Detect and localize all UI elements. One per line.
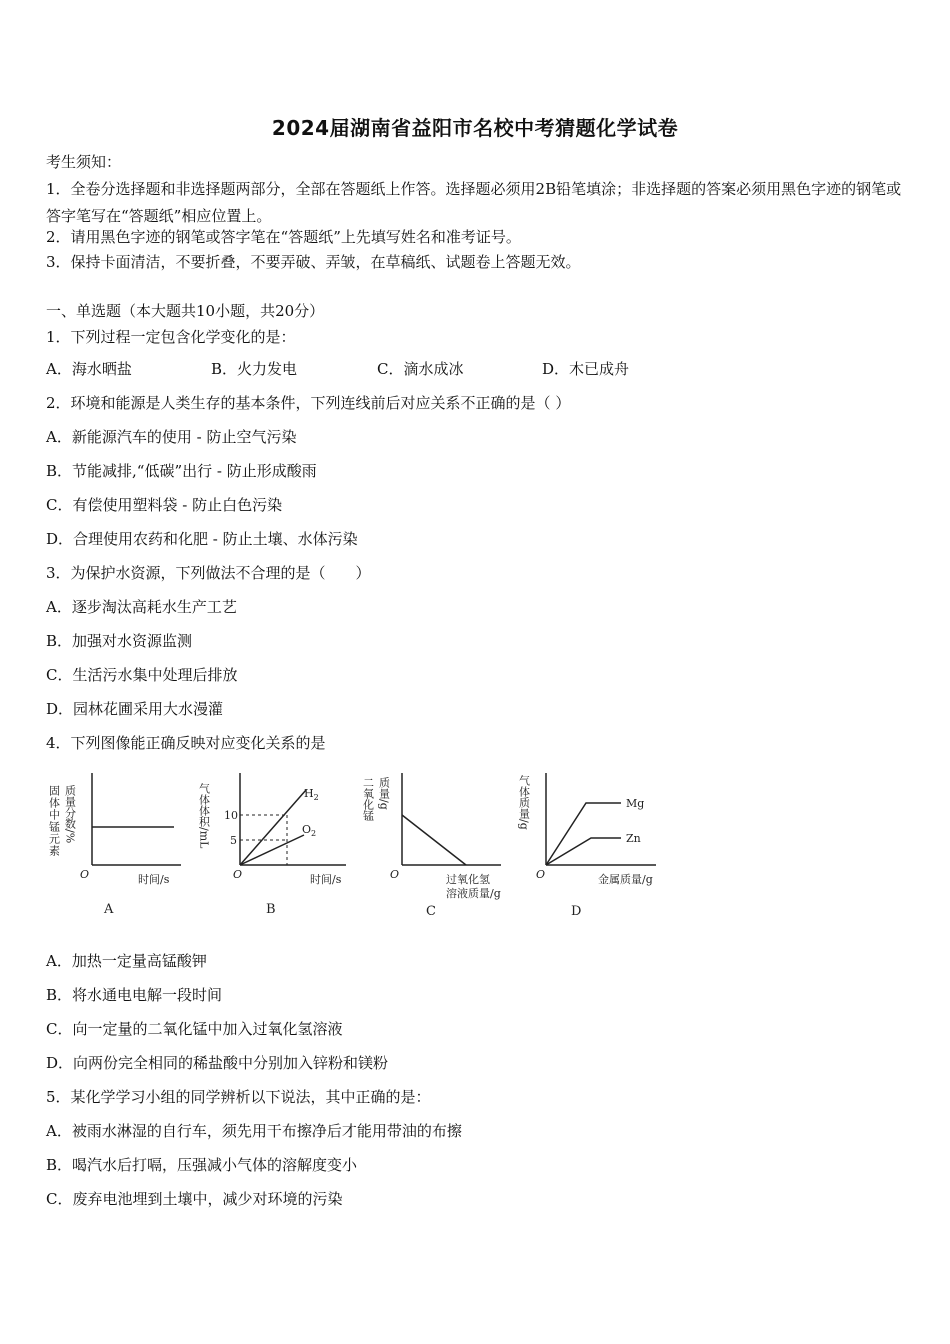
q2-stem: 2．环境和能源是人类生存的基本条件，下列连线前后对应关系不正确的是（ ） [46, 394, 571, 412]
graph-b [198, 773, 347, 917]
graph-a-ylabel-1: 固体中锰元素 [47, 785, 61, 857]
graph-d-caption: D [571, 904, 582, 919]
graph-a-caption: A [104, 902, 114, 917]
q4-option-c[interactable]: C．向一定量的二氧化锰中加入过氧化氢溶液 [46, 1020, 343, 1038]
graph-c-xlabel-2: 溶液质量/g [446, 887, 501, 900]
graph-d-ylabel: 气体质量/g [517, 775, 531, 830]
q5-option-b[interactable]: B．喝汽水后打嗝，压强减小气体的溶解度变小 [46, 1156, 358, 1174]
q3-option-a[interactable]: A．逐步淘汰高耗水生产工艺 [46, 598, 237, 616]
q3-option-b[interactable]: B．加强对水资源监测 [46, 632, 193, 650]
q3-option-d[interactable]: D．园林花圃采用大水漫灌 [46, 700, 224, 718]
graph-a [48, 773, 182, 917]
graph-d-mg-label: Mg [626, 797, 645, 810]
graph-a-ylabel-2: 质量分数/% [63, 785, 77, 844]
graph-d [518, 773, 657, 919]
graph-d-zn-line [546, 838, 621, 865]
graph-b-ylabel: 气体体积/mL [197, 783, 211, 849]
q2-option-c[interactable]: C．有偿使用塑料袋 - 防止白色污染 [46, 496, 283, 514]
q4-option-d[interactable]: D．向两份完全相同的稀盐酸中分别加入锌粉和镁粉 [46, 1054, 389, 1072]
graph-c-ylabel-2: 质量/g [377, 777, 391, 810]
q1-option-a[interactable]: A．海水晒盐 [46, 360, 132, 378]
q3-option-c[interactable]: C．生活污水集中处理后排放 [46, 666, 238, 684]
q1-options [46, 359, 906, 379]
graph-d-zn-label: Zn [626, 832, 641, 845]
notice-item-3: 3．保持卡面清洁，不要折叠，不要弄破、弄皱，在草稿纸、试题卷上答题无效。 [46, 253, 581, 271]
graph-c-ylabel-1: 二氧化锰 [361, 777, 375, 821]
graph-a-origin: O [80, 868, 90, 881]
notice-heading: 考生须知： [46, 153, 122, 171]
q2-option-b[interactable]: B．节能减排,“低碳”出行 - 防止形成酸雨 [46, 462, 317, 480]
graph-b-tick-10: 10 [224, 809, 238, 822]
graph-c-line [402, 815, 466, 865]
q2-option-a[interactable]: A．新能源汽车的使用 - 防止空气污染 [46, 428, 297, 446]
q5-option-c[interactable]: C．废弃电池埋到土壤中，减少对环境的污染 [46, 1190, 343, 1208]
graph-b-tick-5: 5 [230, 834, 237, 847]
q3-stem: 3．为保护水资源，下列做法不合理的是（ ） [46, 564, 371, 582]
q1-option-b[interactable]: B．火力发电 [211, 360, 298, 378]
q5-stem: 5．某化学学习小组的同学辨析以下说法，其中正确的是： [46, 1088, 431, 1106]
graph-b-origin: O [233, 868, 243, 881]
q5-option-a[interactable]: A．被雨水淋湿的自行车，须先用干布擦净后才能用带油的布擦 [46, 1122, 462, 1140]
q2-option-d[interactable]: D．合理使用农药和化肥 - 防止土壤、水体污染 [46, 530, 358, 548]
graph-b-o2-label: $O_2$ [302, 823, 317, 838]
graph-d-origin: O [536, 868, 546, 881]
section-heading: 一、单选题（本大题共10小题，共20分） [46, 302, 325, 320]
notice-item-1: 1．全卷分选择题和非选择题两部分，全部在答题纸上作答。选择题必须用2B铅笔填涂；非选择题的答案必须用黑色字迹的钢笔或答字笔写在“答题纸”相应位置上。 [46, 180, 902, 225]
q1-option-d[interactable]: D．木已成舟 [542, 360, 630, 378]
notice-item-2: 2．请用黑色字迹的钢笔或答字笔在“答题纸”上先填写姓名和准考证号。 [46, 228, 521, 246]
graph-b-h2-label: $H_2$ [304, 787, 319, 802]
graph-b-h2-line [240, 790, 306, 865]
graph-c-xlabel-1: 过氧化氢 [446, 873, 490, 886]
graph-c [362, 773, 502, 919]
q4-option-b[interactable]: B．将水通电电解一段时间 [46, 986, 223, 1004]
graph-c-caption: C [426, 904, 436, 919]
q1-stem: 1．下列过程一定包含化学变化的是： [46, 328, 296, 346]
q4-stem: 4．下列图像能正确反映对应变化关系的是 [46, 734, 326, 752]
graph-d-xlabel: 金属质量/g [598, 873, 653, 886]
graph-a-xlabel: 时间/s [138, 873, 170, 886]
q4-graphs-svg [46, 765, 686, 930]
graph-d-mg-line [546, 803, 621, 865]
q4-option-a[interactable]: A．加热一定量高锰酸钾 [46, 952, 207, 970]
graph-b-xlabel: 时间/s [310, 873, 342, 886]
q4-graphs [46, 765, 686, 930]
page-title: 2024届湖南省益阳市名校中考猜题化学试卷 [271, 116, 679, 140]
graph-c-origin: O [390, 868, 400, 881]
graph-b-caption: B [266, 902, 276, 917]
q1-option-c[interactable]: C．滴水成冰 [377, 360, 464, 378]
